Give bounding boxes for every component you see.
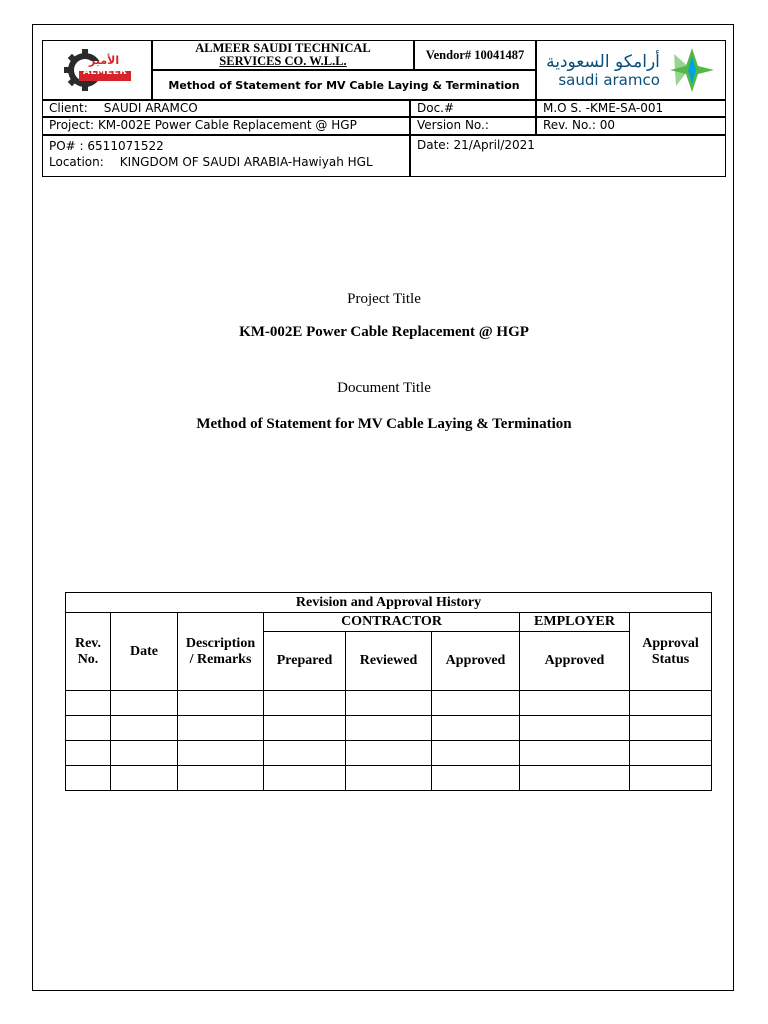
table-row xyxy=(66,766,712,791)
company-line-1: ALMEER SAUDI TECHNICAL xyxy=(195,41,371,55)
table-row xyxy=(66,691,712,716)
date-header: Date xyxy=(111,613,178,691)
table-row xyxy=(66,741,712,766)
method-statement-title: Method of Statement for MV Cable Laying & Termination xyxy=(152,70,536,100)
logo-latin-text: ALMEER xyxy=(83,67,127,77)
contractor-header: CONTRACTOR xyxy=(264,613,520,632)
approval-status-header: Approval Status xyxy=(630,613,712,691)
aramco-arabic-text: أرامكو السعودية xyxy=(546,51,660,72)
almeer-logo xyxy=(42,40,152,100)
approved-header: Approved xyxy=(432,632,520,691)
description-header: Description / Remarks xyxy=(178,613,264,691)
rev-cell xyxy=(536,117,726,135)
project-value: KM-002E Power Cable Replacement @ HGP xyxy=(97,118,357,132)
project-title-label: Project Title xyxy=(347,291,421,307)
date-cell: Date: 21/April/2021 xyxy=(410,135,726,177)
client-cell xyxy=(42,100,410,117)
logo-arabic-text: الأمير xyxy=(89,54,120,67)
rev-value: 00 xyxy=(599,118,616,132)
employer-approved-header: Approved xyxy=(520,632,630,691)
version-label: Version No.: xyxy=(410,117,536,135)
project-label: Project: xyxy=(49,118,95,132)
document-title-label: Document Title xyxy=(337,380,431,396)
doc-value: M.O S. -KME-SA-001 xyxy=(536,100,726,117)
revision-table-caption: Revision and Approval History xyxy=(66,593,712,613)
doc-label: Doc.# xyxy=(410,100,536,117)
document-title: Method of Statement for MV Cable Laying & Termination xyxy=(196,416,572,432)
client-value: SAUDI ARAMCO xyxy=(103,101,198,115)
aramco-latin-text: saudi aramco xyxy=(558,70,660,89)
company-line-2: SERVICES CO. W.L.L. xyxy=(219,54,347,68)
document-header xyxy=(42,40,726,177)
table-row xyxy=(66,716,712,741)
project-cell xyxy=(42,117,410,135)
revision-history-table xyxy=(65,592,712,791)
rev-no-header: Rev. No. xyxy=(66,613,111,691)
client-label: Client: xyxy=(49,101,88,115)
po-number: PO# : 6511071522 xyxy=(49,139,164,153)
reviewed-header: Reviewed xyxy=(346,632,432,691)
vendor-number: Vendor# 10041487 xyxy=(414,40,536,70)
prepared-header: Prepared xyxy=(264,632,346,691)
po-location-cell xyxy=(42,135,410,177)
aramco-star-icon xyxy=(668,46,716,94)
location-label: Location: xyxy=(49,155,104,169)
aramco-logo xyxy=(536,40,726,100)
employer-header: EMPLOYER xyxy=(520,613,630,632)
project-title: KM-002E Power Cable Replacement @ HGP xyxy=(239,324,529,340)
location-value: KINGDOM OF SAUDI ARABIA-Hawiyah HGL xyxy=(119,155,373,169)
rev-label: Rev. No.: xyxy=(543,118,596,132)
company-name xyxy=(152,40,414,70)
